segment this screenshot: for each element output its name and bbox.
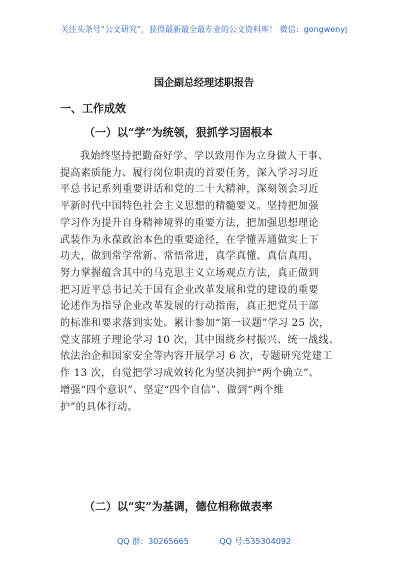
footer-qq-number: QQ 号:535304092 (219, 537, 292, 546)
subheading-2: （二）以“实”为基调，德位相称做表率 (84, 500, 273, 513)
body-line: 护”的具体行动。 (60, 401, 138, 413)
body-line: 平新时代中国特色社会主义思想的精髓要义。坚持把加强 (60, 201, 319, 213)
body-line: 增强“四个意识”、坚定“四个自信”、做到“两个维 (60, 384, 284, 396)
body-line: 的标准和要求落到实处。累计参加“第一议题”学习 25 次， (60, 318, 330, 330)
document-title: 国企副总经理述职报告 (154, 78, 254, 89)
body-line: 平总书记系列重要讲话和党的二十大精神，深刻领会习近 (60, 184, 319, 196)
body-line: 功夫，做到常学常新、常悟常进，真学真懂、真信真用， (60, 251, 319, 263)
body-line: 我始终坚持把勤奋好学、学以致用作为立身做人干事、 (80, 151, 329, 162)
footer (0, 536, 408, 547)
footer-qq-group: QQ 群：30265665 (116, 537, 189, 546)
body-line: 把习近平总书记关于国有企业改革发展和党的建设的重要 (60, 284, 319, 296)
top-banner: 关注头条号“公文研究”，获得最新最全最专业的公文资料库！ 微信：gongwenyj (60, 25, 348, 34)
section-heading: 一、工作成效 (60, 102, 126, 115)
subheading-1: （一）以“学”为统领，狠抓学习固根本 (84, 126, 273, 139)
body-line: 武装作为永葆政治本色的重要途径，在学懂弄通做实上下 (60, 234, 319, 246)
body-line: 依法治企和国家安全等内容开展学习 6 次，专题研究党建工 (60, 351, 333, 363)
body-line: 党支部班子理论学习 10 次，其中围绕乡村振兴、统一战线、 (60, 334, 340, 346)
body-line: 学习作为提升自身精神境界的重要方法，把加强思想理论 (60, 217, 319, 229)
body-line: 作 13 次，自觉把学习成效转化为坚决拥护“两个确立”、 (60, 368, 320, 380)
body-line: 论述作为指导企业改革发展的行动指南，真正把党员干部 (60, 301, 319, 313)
body-paragraph (60, 149, 346, 416)
body-line: 提高素质能力、履行岗位职责的首要任务，深入学习习近 (60, 167, 319, 179)
body-line: 努力掌握蕴含其中的马克思主义立场观点方法，真正做到 (60, 267, 319, 279)
